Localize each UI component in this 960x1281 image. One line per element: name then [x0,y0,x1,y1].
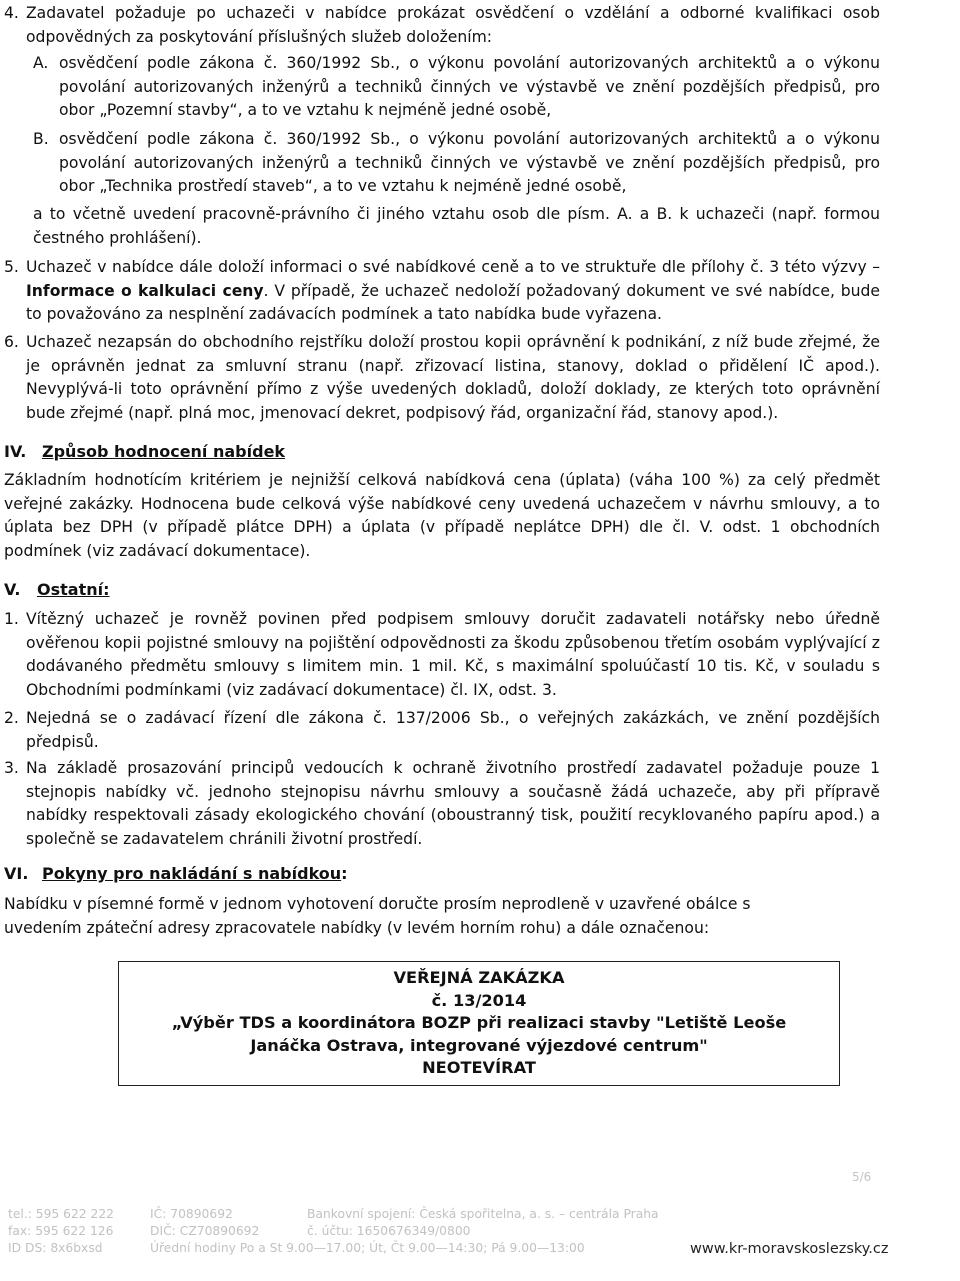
section-4-closing: a to včetně uvedení pracovně-právního či jiného vztahu osob dle písm. A. a B. k uchazeči (např. formou čestného prohlášení). [33,205,880,247]
footer-bank-connection: Bankovní spojení: Česká spořitelna, a. s. – centrála Praha [307,1207,659,1221]
section-5-number: 5. [4,258,19,276]
heading-iv-number: IV. [4,442,27,461]
footer-bank-column [307,1206,659,1240]
footer-website-link[interactable]: www.kr-moravskoslezsky.cz [690,1241,889,1257]
other-item-3-number: 3. [4,759,19,777]
item-a-label: A. [33,54,49,72]
item-b-label: B. [33,130,49,148]
other-item-1-text: Vítězný uchazeč je rovněž povinen před podpisem smlouvy doručit zadavateli notářsky nebo úředně ověřenou kopii pojistné smlouvy na pojištění odpovědnosti za škodu způsobenou třetím osobám vyplývající z dodávaného předmětu smlouvy s limitem min. 1 mil. Kč, s maximální spoluúčastí 10 tis. Kč, v souladu s Obchodními podmínkami (viz zadávací dokumentace) čl. IX, odst. 3. [26,610,880,699]
envelope-line-1: VEŘEJNÁ ZAKÁZKA [393,968,565,987]
footer-office-hours: Úřední hodiny Po a St 9.00—17.00; Út, Čt 9.00—14:30; Pá 9.00—13:00 [150,1240,585,1255]
envelope-line-2: č. 13/2014 [431,990,527,1010]
section-5-bold-reference: Informace o kalkulaci ceny [26,281,264,300]
envelope-line-5: NEOTEVÍRAT [422,1058,536,1077]
heading-v [4,578,110,602]
item-b-text: osvědčení podle zákona č. 360/1992 Sb., o výkonu povolání autorizovaných architektů a o výkonu povolání autorizovaných inženýrů a techniků činných ve výstavbě ve znění pozdějších předpisů, pro obor „Technika prostředí staveb“, a to ve vztahu k nejméně jedné osobě, [59,130,880,196]
envelope-line-4: Janáčka Ostrava, integrované výjezdové centrum" [250,1035,708,1055]
heading-iv [4,440,285,464]
section-4-number: 4. [4,4,19,22]
footer-contact-column [8,1206,114,1256]
heading-v-title: Ostatní: [37,580,110,599]
section-5-text-part-2: . V případě, že uchazeč nedoloží požadovaný dokument ve své nabídce, bude to považováno za nesplnění zadávacích podmínek a tato nabídka bude vyřazena. [26,281,881,324]
other-item-2-text: Nejedná se o zadávací řízení dle zákona č. 137/2006 Sb., o veřejných zakázkách, ve znění pozdějších předpisů. [26,709,880,751]
section-6-number: 6. [4,333,19,351]
other-item-1-number: 1. [4,610,19,628]
handling-paragraph: Nabídku v písemné formě v jednom vyhotovení doručte prosím neprodleně v uzavřené obálce s uvedením zpáteční adresy zpracovatele nabídky (v levém horním rohu) a dále označenou: [4,895,751,937]
heading-vi [4,862,348,886]
section-4-intro: Zadavatel požaduje po uchazeči v nabídce prokázat osvědčení o vzdělání a odborné kvalifikaci osob odpovědných za poskytování příslušných služeb doložením: [26,4,880,46]
footer-fax: fax: 595 622 126 [8,1223,114,1238]
other-item-2-number: 2. [4,709,19,727]
footer-data-box-id: ID DS: 8x6bxsd [8,1240,103,1255]
other-item-3-text: Na základě prosazování principů vedoucích k ochraně životního prostředí zadavatel požaduje pouze 1 stejnopis nabídky vč. jednoho stejnopisu návrhu smlouvy a současně žádá uchazeče, aby při přípravě nabídky respektovali zásady ekologického chování (oboustranný tisk, použití recyklovaného papíru apod.) a společně se zadavatelem chránili životní prostředí. [26,759,880,848]
item-a-text: osvědčení podle zákona č. 360/1992 Sb., o výkonu povolání autorizovaných architektů a o výkonu povolání autorizovaných inženýrů a techniků činných ve výstavbě ve znění pozdějších předpisů, pro obor „Pozemní stavby“, a to ve vztahu k nejméně jedné osobě, [59,54,880,120]
heading-vi-colon: : [341,864,348,883]
footer-phone: tel.: 595 622 222 [8,1207,114,1221]
envelope-label-box [118,961,840,1086]
heading-v-number: V. [4,580,21,599]
section-5-text [26,256,880,327]
footer-account-number: č. účtu: 1650676349/0800 [307,1223,471,1238]
heading-vi-number: VI. [4,864,29,883]
section-6-text: Uchazeč nezapsán do obchodního rejstříku doloží prostou kopii oprávnění k podnikání, z níž bude zřejmé, že je oprávněn jednat za smluvní stranu (např. zřizovací listina, stanovy, doklad o přidělení IČ apod.). Nevyplývá-li toto oprávnění přímo z výše uvedených dokladů, doloží doklady, ze kterých toto oprávnění bude zřejmé (např. plná moc, jmenovací dekret, podpisový řád, organizační řád, stanovy apod.). [26,333,880,422]
page-number: 5/6 [852,1170,872,1184]
footer-vat-id: DIČ: CZ70890692 [150,1223,260,1238]
envelope-line-3: „Výběr TDS a koordinátora BOZP při realizaci stavby "Letiště Leoše [171,1013,787,1032]
footer-company-id: IČ: 70890692 [150,1207,233,1221]
heading-vi-title: Pokyny pro nakládání s nabídkou [42,864,342,883]
evaluation-paragraph: Základním hodnotícím kritériem je nejnižší celková nabídková cena (úplata) (váha 100 %) za celý předmět veřejné zakázky. Hodnocena bude celková výše nabídkové ceny uvedená uchazečem v návrhu smlouvy, a to úplata bez DPH (v případě plátce DPH) a úplata (v případě neplátce DPH) dle čl. V. odst. 1 obchodních podmínek (viz zadávací dokumentace). [4,471,880,560]
section-5-text-part-1: Uchazeč v nabídce dále doloží informaci o své nabídkové ceně a to ve struktuře dle přílohy č. 3 této výzvy – [26,258,880,276]
heading-iv-title: Způsob hodnocení nabídek [42,442,286,461]
